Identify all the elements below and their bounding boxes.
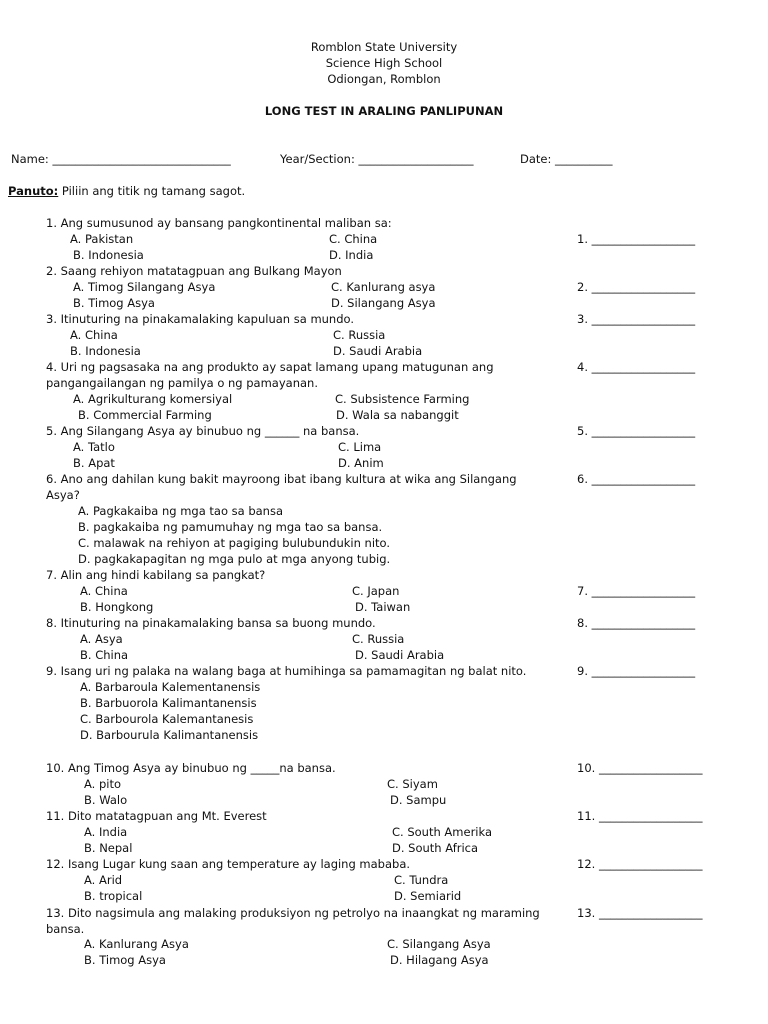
school-location: Odiongan, Romblon <box>327 72 441 86</box>
q7-option-b: B. Hongkong <box>80 600 154 614</box>
q13-option-b: B. Timog Asya <box>84 953 166 967</box>
answer-blank-3: 3. __________________ <box>577 312 696 326</box>
q13-option-a: A. Kanlurang Asya <box>84 937 189 951</box>
q5-option-a: A. Tatlo <box>73 440 115 454</box>
year-section-field: Year/Section: ____________________ <box>280 152 474 166</box>
q12-option-c: C. Tundra <box>394 873 449 887</box>
q1-option-b: B. Indonesia <box>73 248 144 262</box>
q6-option-c: C. malawak na rehiyon at pagiging bulubundukin nito. <box>78 536 391 550</box>
q12-option-d: D. Semiarid <box>394 889 462 903</box>
directions-text: Piliin ang titik ng tamang sagot. <box>61 184 246 198</box>
question-13-cont: bansa. <box>46 922 85 936</box>
q4-option-b: B. Commercial Farming <box>78 408 212 422</box>
q2-option-d: D. Silangang Asya <box>331 296 436 310</box>
q1-option-a: A. Pakistan <box>70 232 134 246</box>
question-9: 9. Isang uri ng palaka na walang baga at humihinga sa pamamagitan ng balat nito. <box>46 664 527 678</box>
name-field: Name: _______________________________ <box>11 152 231 166</box>
question-13: 13. Dito nagsimula ang malaking produksiyon ng petrolyo na inaangkat ng maraming <box>46 906 540 920</box>
answer-blank-1: 1. __________________ <box>577 232 696 246</box>
q3-option-b: B. Indonesia <box>70 344 141 358</box>
answer-blank-11: 11. __________________ <box>577 809 703 823</box>
question-3: 3. Itinuturing na pinakamalaking kapuluan sa mundo. <box>46 312 355 326</box>
q6-option-d: D. pagkakapagitan ng mga pulo at mga anyong tubig. <box>78 552 391 566</box>
q5-option-d: D. Anim <box>338 456 384 470</box>
q2-option-a: A. Timog Silangang Asya <box>73 280 216 294</box>
q8-option-d: D. Saudi Arabia <box>355 648 445 662</box>
q11-option-a: A. India <box>84 825 128 839</box>
answer-blank-10: 10. __________________ <box>577 761 703 775</box>
question-7: 7. Alin ang hindi kabilang sa pangkat? <box>46 568 266 582</box>
q6-option-a: A. Pagkakaiba ng mga tao sa bansa <box>78 504 284 518</box>
q9-option-c: C. Barbourola Kalemantanesis <box>80 712 254 726</box>
q10-option-c: C. Siyam <box>387 777 438 791</box>
q8-option-c: C. Russia <box>352 632 405 646</box>
q2-option-c: C. Kanlurang asya <box>331 280 436 294</box>
q5-option-c: C. Lima <box>338 440 382 454</box>
answer-blank-7: 7. __________________ <box>577 584 696 598</box>
q12-option-a: A. Arid <box>84 873 123 887</box>
test-title: LONG TEST IN ARALING PANLIPUNAN <box>264 104 504 118</box>
question-11: 11. Dito matatagpuan ang Mt. Everest <box>46 809 267 823</box>
answer-blank-12: 12. __________________ <box>577 857 703 871</box>
q3-option-a: A. China <box>70 328 118 342</box>
question-12: 12. Isang Lugar kung saan ang temperature ay laging mababa. <box>46 857 411 871</box>
answer-blank-6: 6. __________________ <box>577 472 696 486</box>
directions-label: Panuto: <box>8 184 59 198</box>
q12-option-b: B. tropical <box>84 889 143 903</box>
q8-option-a: A. Asya <box>80 632 123 646</box>
q3-option-d: D. Saudi Arabia <box>333 344 423 358</box>
question-4-cont: pangangailangan ng pamilya o ng pamayanan. <box>46 376 318 390</box>
question-6-cont: Asya? <box>46 488 80 502</box>
answer-blank-4: 4. __________________ <box>577 360 696 374</box>
q13-option-c: C. Silangang Asya <box>387 937 491 951</box>
answer-blank-2: 2. __________________ <box>577 280 696 294</box>
q1-option-c: C. China <box>329 232 378 246</box>
q9-option-a: A. Barbaroula Kalementanensis <box>80 680 261 694</box>
q11-option-c: C. South Amerika <box>392 825 492 839</box>
q13-option-d: D. Hilagang Asya <box>390 953 489 967</box>
question-8: 8. Itinuturing na pinakamalaking bansa sa buong mundo. <box>46 616 376 630</box>
q4-option-a: A. Agrikulturang komersiyal <box>73 392 233 406</box>
university-name: Romblon State University <box>310 40 458 54</box>
q4-option-c: C. Subsistence Farming <box>335 392 470 406</box>
q10-option-b: B. Walo <box>84 793 128 807</box>
answer-blank-8: 8. __________________ <box>577 616 696 630</box>
q7-option-d: D. Taiwan <box>355 600 411 614</box>
school-name: Science High School <box>325 56 443 70</box>
question-6: 6. Ano ang dahilan kung bakit mayroong ibat ibang kultura at wika ang Silangang <box>46 472 517 486</box>
q9-option-d: D. Barbourula Kalimantanensis <box>80 728 259 742</box>
q9-option-b: B. Barbuorola Kalimantanensis <box>80 696 257 710</box>
q11-option-d: D. South Africa <box>392 841 479 855</box>
answer-blank-9: 9. __________________ <box>577 664 696 678</box>
question-4: 4. Uri ng pagsasaka na ang produkto ay sapat lamang upang matugunan ang <box>46 360 494 374</box>
q8-option-b: B. China <box>80 648 129 662</box>
q4-option-d: D. Wala sa nabanggit <box>336 408 459 422</box>
q7-option-c: C. Japan <box>352 584 400 598</box>
q10-option-d: D. Sampu <box>390 793 447 807</box>
question-5: 5. Ang Silangang Asya ay binubuo ng ______ na bansa. <box>46 424 360 438</box>
q3-option-c: C. Russia <box>333 328 386 342</box>
answer-blank-5: 5. __________________ <box>577 424 696 438</box>
date-field: Date: __________ <box>520 152 613 166</box>
q11-option-b: B. Nepal <box>84 841 133 855</box>
answer-blank-13: 13. __________________ <box>577 906 703 920</box>
question-2: 2. Saang rehiyon matatagpuan ang Bulkang Mayon <box>46 264 342 278</box>
q5-option-b: B. Apat <box>73 456 115 470</box>
directions <box>8 184 245 198</box>
q6-option-b: B. pagkakaiba ng pamumuhay ng mga tao sa bansa. <box>78 520 383 534</box>
q2-option-b: B. Timog Asya <box>73 296 155 310</box>
question-10: 10. Ang Timog Asya ay binubuo ng _____na bansa. <box>46 761 336 775</box>
q1-option-d: D. India <box>329 248 374 262</box>
question-1: 1. Ang sumusunod ay bansang pangkontinental maliban sa: <box>46 216 392 230</box>
q7-option-a: A. China <box>80 584 128 598</box>
q10-option-a: A. pito <box>84 777 122 791</box>
